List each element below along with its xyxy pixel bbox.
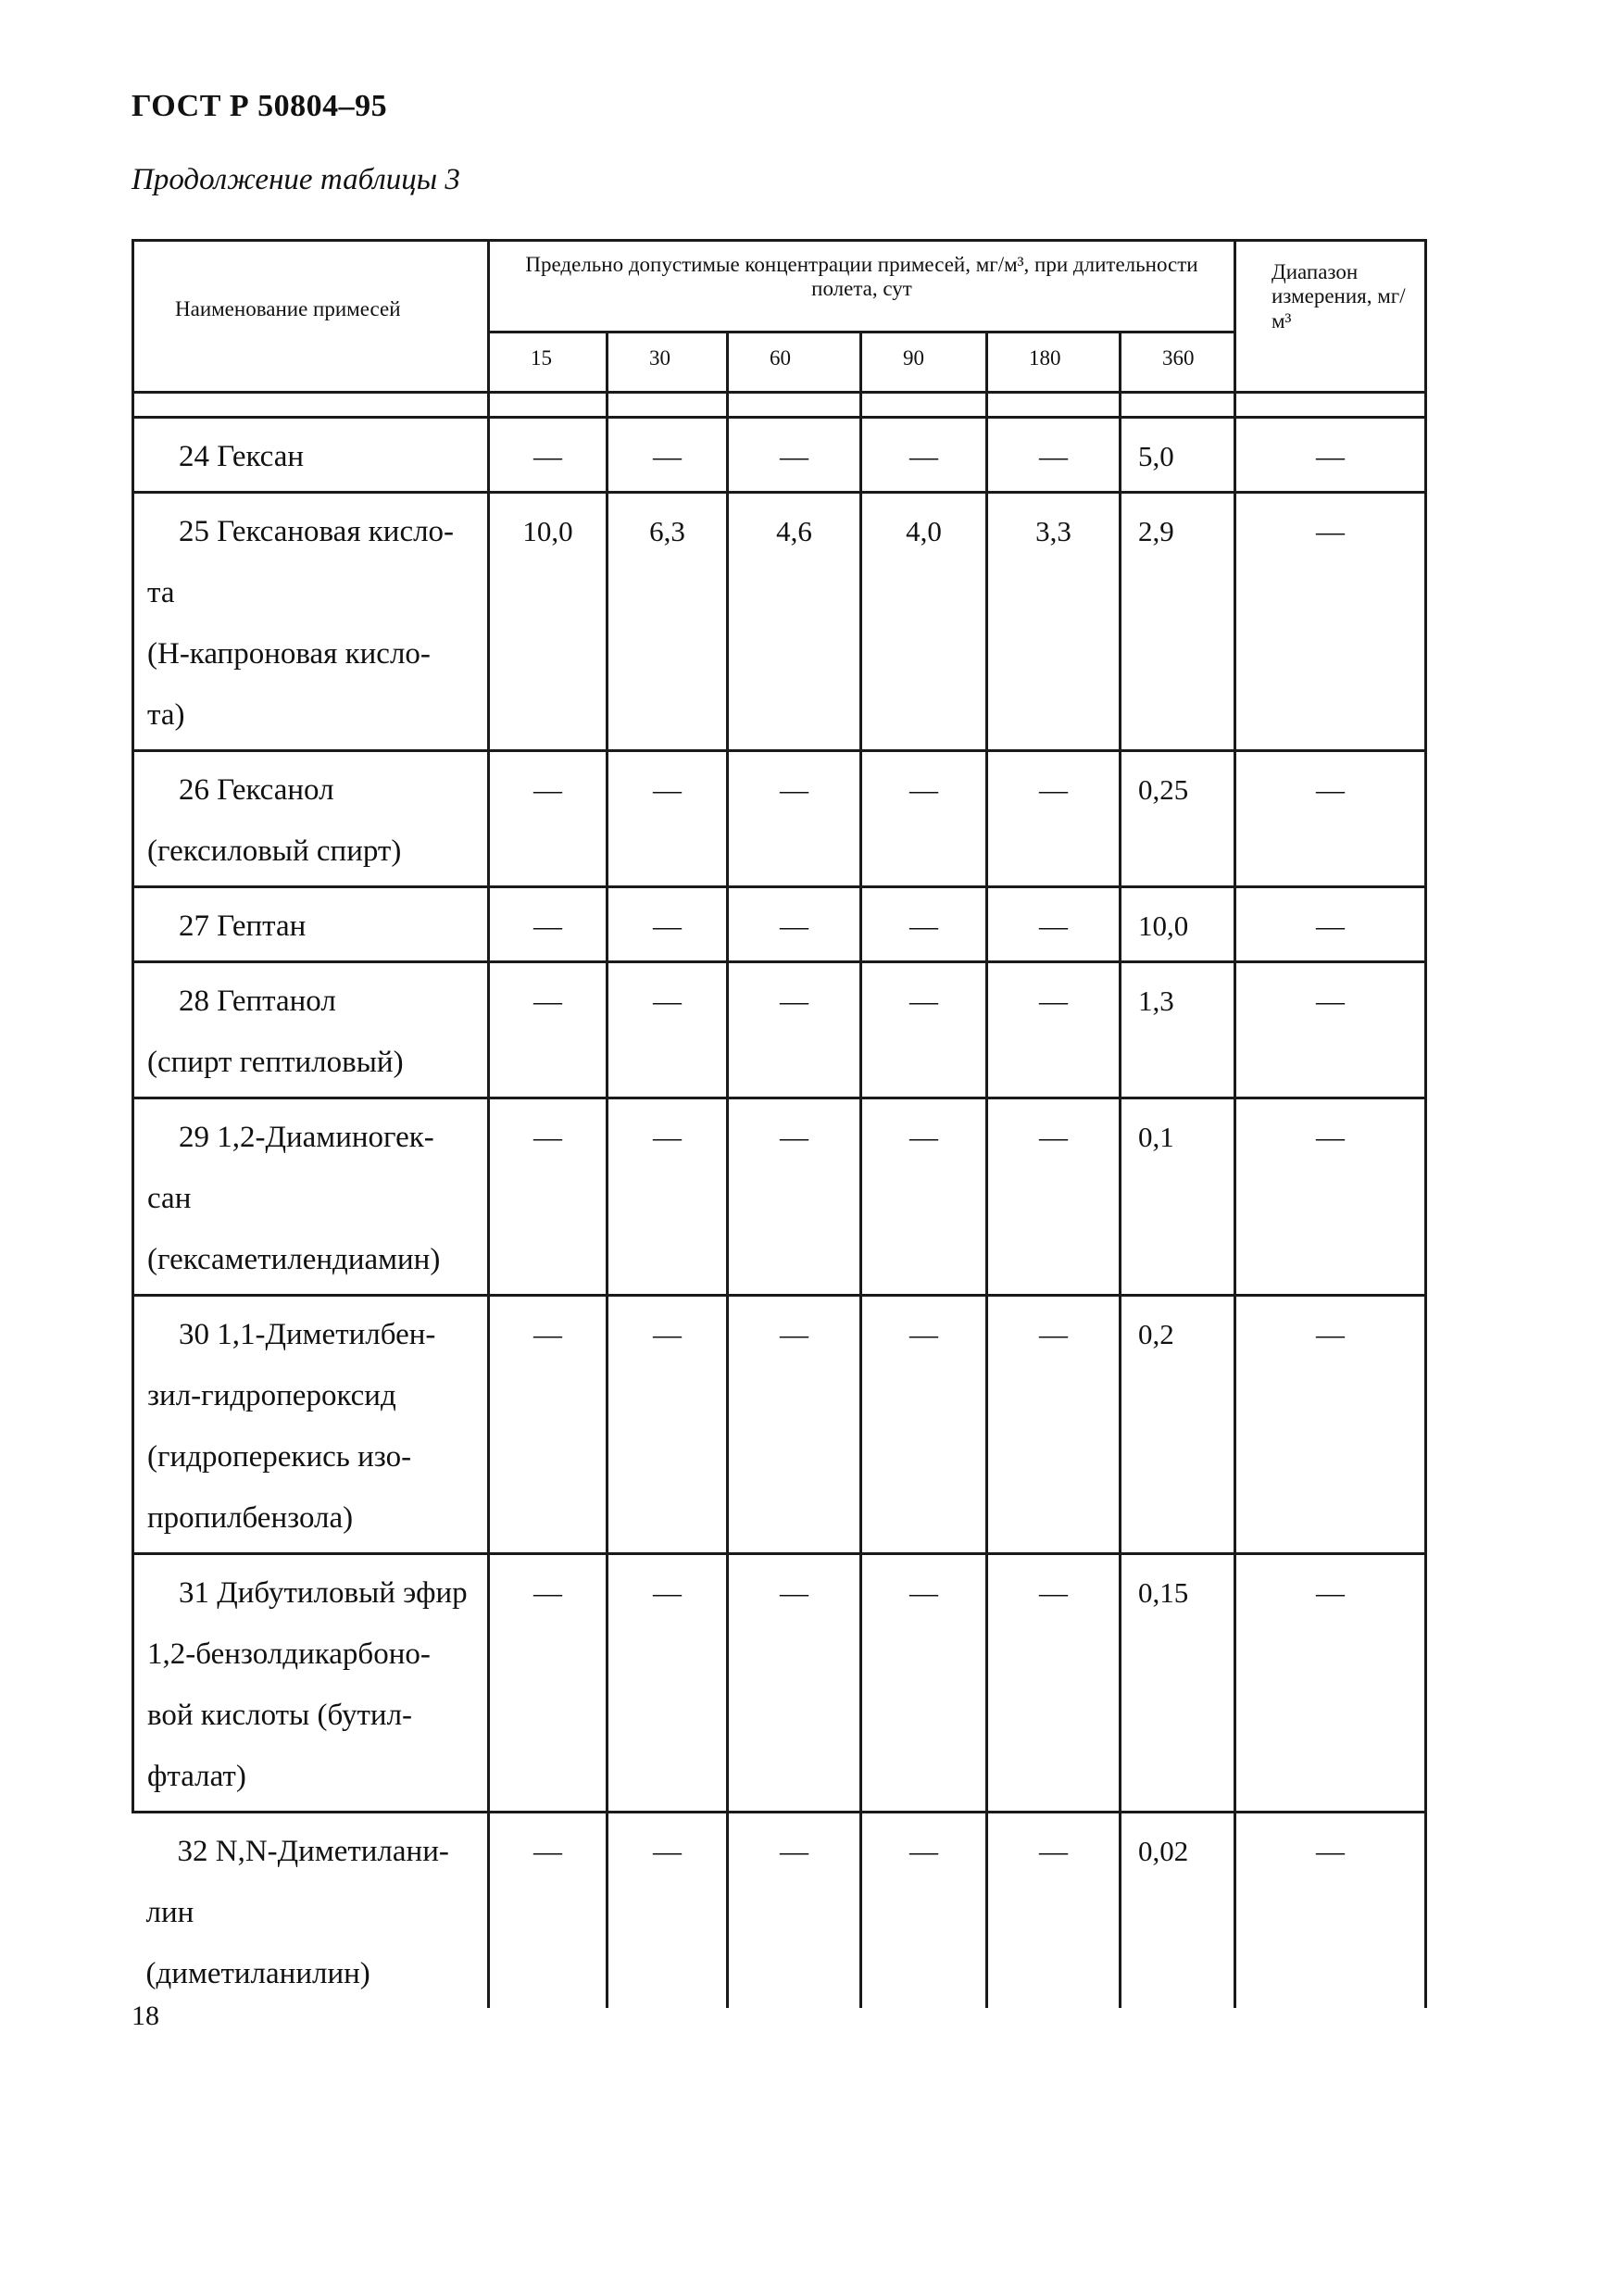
concentration-cell-90: 4,0 (861, 493, 987, 751)
concentration-cell-30: — (608, 887, 728, 962)
concentration-cell-15: — (489, 1098, 608, 1296)
page-number: 18 (132, 2001, 159, 2031)
concentration-cell-180: 3,3 (987, 493, 1121, 751)
spacer-cell (861, 393, 987, 418)
impurity-name-line: 27 Гептан (179, 910, 307, 943)
concentration-cell-30: 6,3 (608, 493, 728, 751)
measurement-range-cell: — (1235, 887, 1426, 962)
spacer-cell (133, 393, 489, 418)
column-header-concentrations: Предельно допустимые концентрации примесей, мг/м³, при длительности полета, сут (489, 241, 1235, 332)
column-header-name: Наименование примесей (133, 241, 489, 393)
duration-header-90: 90 (861, 332, 987, 393)
concentration-cell-180: — (987, 962, 1121, 1098)
concentration-cell-180: — (987, 751, 1121, 887)
concentration-cell-30: — (608, 1098, 728, 1296)
concentration-cell-90: — (861, 887, 987, 962)
impurity-name-line: 24 Гексан (179, 440, 305, 473)
impurity-name-line: (диметиланилин) (145, 1957, 370, 1990)
impurity-name-line: 30 1,1-Диметилбен- (179, 1318, 436, 1351)
measurement-range-cell: — (1235, 751, 1426, 887)
spacer-cell (987, 393, 1121, 418)
impurities-table-container (132, 239, 1424, 2008)
impurity-name-cell (133, 418, 489, 493)
spacer-cell (1235, 393, 1426, 418)
concentration-cell-90: — (861, 1813, 987, 2009)
concentration-cell-15: — (489, 1296, 608, 1554)
impurity-name-line: лин (145, 1896, 194, 1929)
concentration-cell-360: 0,25 (1121, 751, 1235, 887)
column-header-range: Диапазон измерения, мг/м³ (1235, 241, 1426, 393)
concentration-cell-180: — (987, 418, 1121, 493)
duration-header-360: 360 (1121, 332, 1235, 393)
measurement-range-cell: — (1235, 418, 1426, 493)
duration-header-180: 180 (987, 332, 1121, 393)
impurity-name-line: 1,2-бензолдикарбоно- (147, 1637, 431, 1671)
concentration-cell-30: — (608, 1554, 728, 1813)
concentration-cell-360: 2,9 (1121, 493, 1235, 751)
concentration-cell-15: — (489, 418, 608, 493)
concentration-cell-30: — (608, 1296, 728, 1554)
table-row (133, 887, 1426, 962)
duration-header-60: 60 (728, 332, 861, 393)
measurement-range-cell: — (1235, 1296, 1426, 1554)
impurities-table (132, 239, 1427, 2008)
impurity-name-line: (гидроперекись изо- (147, 1440, 412, 1474)
header-spacer-row (133, 393, 1426, 418)
impurity-name-line: та) (147, 698, 185, 732)
concentration-cell-60: 4,6 (728, 493, 861, 751)
header-row-top (133, 241, 1426, 332)
impurity-name-cell (133, 1098, 489, 1296)
concentration-cell-60: — (728, 1098, 861, 1296)
table-caption: Продолжение таблицы 3 (132, 163, 460, 196)
table-row (133, 493, 1426, 751)
document-code: ГОСТ Р 50804–95 (132, 89, 388, 123)
concentration-cell-30: — (608, 751, 728, 887)
impurity-name-cell (133, 1813, 489, 2009)
table-row (133, 962, 1426, 1098)
concentration-cell-360: 0,1 (1121, 1098, 1235, 1296)
table-row (133, 1554, 1426, 1813)
measurement-range-cell: — (1235, 1098, 1426, 1296)
concentration-cell-360: 5,0 (1121, 418, 1235, 493)
measurement-range-cell: — (1235, 1554, 1426, 1813)
concentration-cell-15: 10,0 (489, 493, 608, 751)
concentration-cell-15: — (489, 962, 608, 1098)
concentration-cell-360: 0,02 (1121, 1813, 1235, 2009)
impurity-name-line: 26 Гексанол (179, 773, 334, 807)
table-row (133, 1813, 1426, 2009)
concentration-cell-180: — (987, 1296, 1121, 1554)
impurity-name-line: 31 Дибутиловый эфир (179, 1576, 468, 1610)
concentration-cell-360: 1,3 (1121, 962, 1235, 1098)
impurity-name-cell (133, 751, 489, 887)
concentration-cell-15: — (489, 887, 608, 962)
duration-header-30: 30 (608, 332, 728, 393)
impurity-name-line: сан (147, 1182, 192, 1215)
concentration-cell-30: — (608, 418, 728, 493)
concentration-cell-30: — (608, 1813, 728, 2009)
concentration-cell-15: — (489, 1554, 608, 1813)
spacer-cell (489, 393, 608, 418)
measurement-range-cell: — (1235, 493, 1426, 751)
concentration-cell-180: — (987, 1554, 1121, 1813)
concentration-cell-90: — (861, 751, 987, 887)
spacer-cell (1121, 393, 1235, 418)
concentration-cell-360: 0,2 (1121, 1296, 1235, 1554)
concentration-cell-360: 10,0 (1121, 887, 1235, 962)
concentration-cell-90: — (861, 962, 987, 1098)
concentration-cell-15: — (489, 1813, 608, 2009)
concentration-cell-360: 0,15 (1121, 1554, 1235, 1813)
impurity-name-line: та (147, 576, 175, 609)
impurity-name-line: 25 Гексановая кисло- (179, 515, 455, 548)
concentration-cell-60: — (728, 1296, 861, 1554)
concentration-cell-60: — (728, 887, 861, 962)
impurity-name-cell (133, 962, 489, 1098)
duration-header-15: 15 (489, 332, 608, 393)
concentration-cell-60: — (728, 1554, 861, 1813)
concentration-cell-60: — (728, 962, 861, 1098)
concentration-cell-60: — (728, 1813, 861, 2009)
concentration-cell-180: — (987, 887, 1121, 962)
table-row (133, 418, 1426, 493)
concentration-cell-60: — (728, 418, 861, 493)
impurity-name-line: (гексаметилендиамин) (147, 1243, 441, 1276)
impurity-name-line: 32 N,N-Диметилани- (177, 1835, 449, 1868)
concentration-cell-60: — (728, 751, 861, 887)
impurity-name-cell (133, 1554, 489, 1813)
impurity-name-line: вой кислоты (бутил- (147, 1699, 413, 1732)
concentration-cell-180: — (987, 1813, 1121, 2009)
measurement-range-cell: — (1235, 1813, 1426, 2009)
impurity-name-line: фталат) (147, 1760, 246, 1793)
impurity-name-line: зил-гидропероксид (147, 1379, 396, 1412)
concentration-cell-90: — (861, 418, 987, 493)
impurity-name-line: (спирт гептиловый) (147, 1046, 404, 1079)
impurity-name-line: пропилбензола) (147, 1501, 354, 1535)
spacer-cell (608, 393, 728, 418)
impurity-name-line: (Н-капроновая кисло- (147, 637, 431, 671)
concentration-cell-90: — (861, 1296, 987, 1554)
concentration-cell-15: — (489, 751, 608, 887)
impurity-name-cell (133, 887, 489, 962)
concentration-cell-30: — (608, 962, 728, 1098)
concentration-cell-90: — (861, 1098, 987, 1296)
impurity-name-line: 28 Гептанол (179, 985, 336, 1018)
table-row (133, 751, 1426, 887)
impurity-name-line: 29 1,2-Диаминогек- (179, 1121, 434, 1154)
concentration-cell-180: — (987, 1098, 1121, 1296)
table-row (133, 1296, 1426, 1554)
concentration-cell-90: — (861, 1554, 987, 1813)
spacer-cell (728, 393, 861, 418)
impurity-name-line: (гексиловый спирт) (147, 834, 402, 868)
table-header (133, 241, 1426, 393)
impurity-name-cell (133, 1296, 489, 1554)
measurement-range-cell: — (1235, 962, 1426, 1098)
impurity-name-cell (133, 493, 489, 751)
table-body (133, 393, 1426, 2009)
table-row (133, 1098, 1426, 1296)
